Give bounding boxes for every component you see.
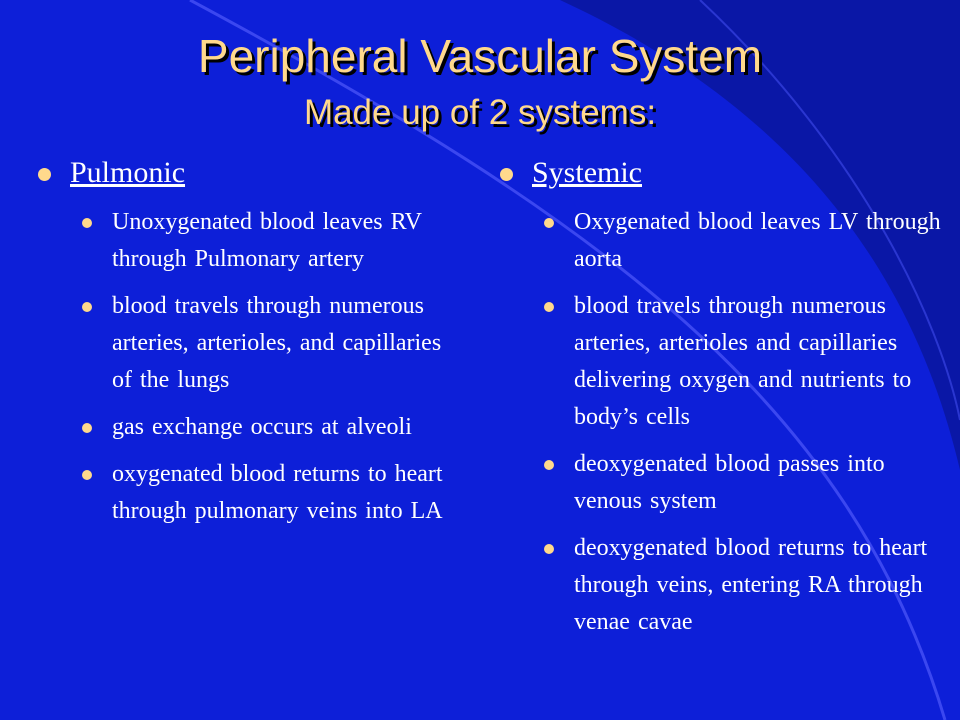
- list-item-text: deoxygenated blood passes into venous system: [574, 451, 885, 514]
- list-item: [36, 204, 466, 278]
- systemic-column: [498, 154, 948, 651]
- list-item: [498, 446, 948, 520]
- bullet-icon: [544, 302, 554, 312]
- list-item-text: Oxygenated blood leaves LV through aorta: [574, 209, 941, 272]
- list-item-text: deoxygenated blood returns to heart through veins, entering RA through venae cavae: [574, 535, 928, 635]
- bullet-icon: [544, 460, 554, 470]
- pulmonic-heading: [36, 154, 466, 192]
- systemic-list: [498, 204, 948, 641]
- list-item: [36, 456, 466, 530]
- list-item-text: gas exchange occurs at alveoli: [112, 414, 412, 440]
- bullet-icon: [544, 544, 554, 554]
- systemic-heading-text: Systemic: [532, 156, 642, 189]
- bullet-icon: [82, 423, 92, 433]
- list-item: [498, 204, 948, 278]
- bullet-icon: [82, 218, 92, 228]
- list-item-text: blood travels through numerous arteries, arterioles, and capillaries of the lungs: [112, 293, 442, 393]
- list-item: [498, 530, 948, 641]
- list-item-text: oxygenated blood returns to heart through pulmonary veins into LA: [112, 461, 443, 524]
- pulmonic-list: [36, 204, 466, 530]
- slide-subtitle: Made up of 2 systems:: [303, 93, 657, 132]
- list-item-text: Unoxygenated blood leaves RV through Pulmonary artery: [112, 209, 422, 272]
- bullet-icon: [38, 168, 51, 181]
- bullet-icon: [544, 218, 554, 228]
- pulmonic-heading-text: Pulmonic: [70, 156, 186, 189]
- list-item: [36, 288, 466, 399]
- systemic-heading: [498, 154, 948, 192]
- pulmonic-column: [36, 154, 466, 540]
- bullet-icon: [82, 470, 92, 480]
- bullet-icon: [500, 168, 513, 181]
- bullet-icon: [82, 302, 92, 312]
- list-item: [36, 409, 466, 446]
- list-item-text: blood travels through numerous arteries, arterioles and capillaries delivering oxygen and nutrients to body’s cells: [574, 293, 912, 430]
- slide-title: Peripheral Vascular System: [197, 30, 763, 82]
- list-item: [498, 288, 948, 436]
